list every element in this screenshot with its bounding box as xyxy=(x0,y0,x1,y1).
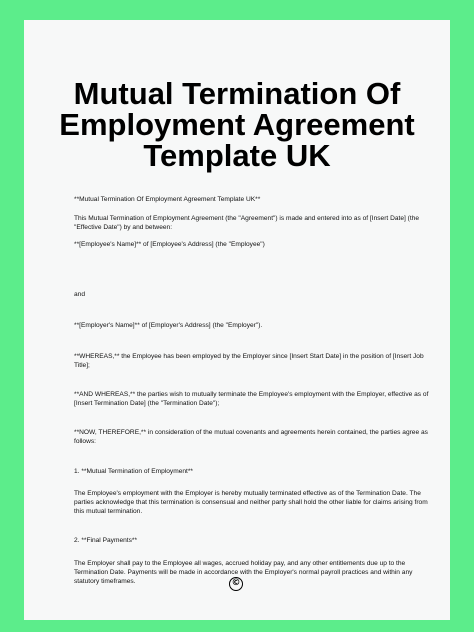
section-1-text: The Employee's employment with the Employer is hereby mutually terminated effective as of the Termination Date. The parties acknowledge that this termination is consensual and neither party shall hold the other liable for claims arising from this mutual termination. xyxy=(74,490,428,515)
section-2-text: The Employer shall pay to the Employee all wages, accrued holiday pay, and any other entitlements due up to the Termination Date. Payments will be made in accordance with the Employer's normal payroll practices and within any statutory timeframes. xyxy=(74,560,413,585)
section-2-heading: 2. **Final Payments** xyxy=(74,537,138,544)
title-line: Employment Agreement xyxy=(59,107,415,142)
section-1-heading: 1. **Mutual Termination of Employment** xyxy=(74,468,193,475)
doc-heading: **Mutual Termination Of Employment Agreement Template UK** xyxy=(74,196,261,203)
document-title xyxy=(24,78,450,171)
whereas-clause: **WHEREAS,** the Employee has been employed by the Employer since [Insert Start Date] in the position of [Insert Job Title]; xyxy=(74,353,424,369)
document-page xyxy=(24,20,450,620)
now-therefore-clause: **NOW, THEREFORE,** in consideration of the mutual covenants and agreements herein contained, the parties agree as follows: xyxy=(74,429,428,445)
employee-party: **[Employee's Name]** of [Employee's Address] (the "Employee") xyxy=(74,241,265,248)
and-connector: and xyxy=(74,291,86,298)
and-whereas-clause: **AND WHEREAS,** the parties wish to mutually terminate the Employee's employment with the Employer, effective as of [Insert Termination Date] (the "Termination Date"); xyxy=(74,391,429,407)
copyright-icon: © xyxy=(229,577,243,591)
employer-party: **[Employer's Name]** of [Employer's Address] (the "Employer"). xyxy=(74,322,263,329)
title-line: Template UK xyxy=(143,138,331,173)
title-line: Mutual Termination Of xyxy=(73,76,401,111)
intro-paragraph: This Mutual Termination of Employment Agreement (the "Agreement") is made and entered into as of [Insert Date] (the "Effective Date") by and between: xyxy=(74,215,420,231)
